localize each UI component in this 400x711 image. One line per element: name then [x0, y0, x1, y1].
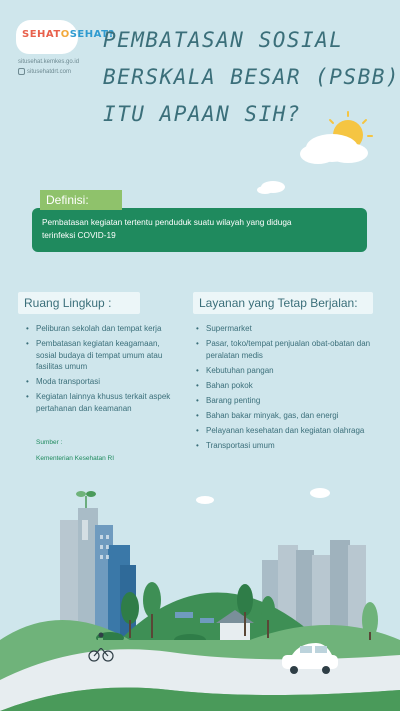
logo-text-3: SEHAT? — [69, 29, 115, 40]
scope-list — [26, 323, 178, 418]
list-item: • Bahan bakar minyak, gas, dan energi — [196, 410, 386, 422]
title-line-2: BERSKALA BESAR (PSBB) — [103, 65, 400, 89]
list-item: • Pembatasan kegiatan keagamaan, sosial budaya di tempat umum atau fasilitas umum — [26, 338, 178, 373]
website-url: situsehat.kemkes.go.id — [18, 59, 80, 65]
source-label: Sumber : — [36, 439, 63, 446]
instagram-icon — [18, 68, 25, 75]
services-list — [196, 323, 386, 455]
list-item: • Supermarket — [196, 323, 386, 335]
scope-heading: Ruang Lingkup : — [18, 292, 140, 314]
list-item: • Kegiatan lainnya khusus terkait aspek pertahanan dan keamanan — [26, 391, 178, 414]
sprout-icon — [76, 491, 96, 508]
logo-text-1: SEHAT — [22, 29, 61, 40]
definition-text-2: terinfeksi COVID-19 — [42, 230, 116, 240]
list-item: • Pelayanan kesehatan dan kegiatan olahraga — [196, 425, 386, 437]
definition-text-1: Pembatasan kegiatan tertentu penduduk suatu wilayah yang diduga — [42, 217, 292, 227]
logo-text-2: O — [60, 29, 70, 40]
list-item: • Pasar, toko/tempat penjualan obat-obatan dan peralatan medis — [196, 338, 386, 361]
list-item: • Kebutuhan pangan — [196, 365, 386, 377]
definition-label: Definisi: — [40, 190, 122, 210]
small-cloud-icon — [257, 181, 285, 194]
situsehat-logo — [16, 20, 115, 58]
list-item: • Transportasi umum — [196, 440, 386, 452]
title-line-3: ITU APAAN SIH? — [103, 102, 302, 126]
list-item: • Bahan pokok — [196, 380, 386, 392]
source-name: Kementerian Kesehatan RI — [36, 455, 115, 462]
cloud-icon-2 — [196, 488, 330, 504]
title-line-1: PEMBATASAN SOSIAL — [103, 28, 344, 52]
list-item: • Moda transportasi — [26, 376, 178, 388]
instagram-handle: situsehatdrt.com — [18, 68, 71, 75]
page-title — [103, 22, 400, 133]
definition-box — [32, 208, 367, 252]
list-item: • Barang penting — [196, 395, 386, 407]
list-item: • Peliburan sekolah dan tempat kerja — [26, 323, 178, 335]
services-heading: Layanan yang Tetap Berjalan: — [193, 292, 373, 314]
